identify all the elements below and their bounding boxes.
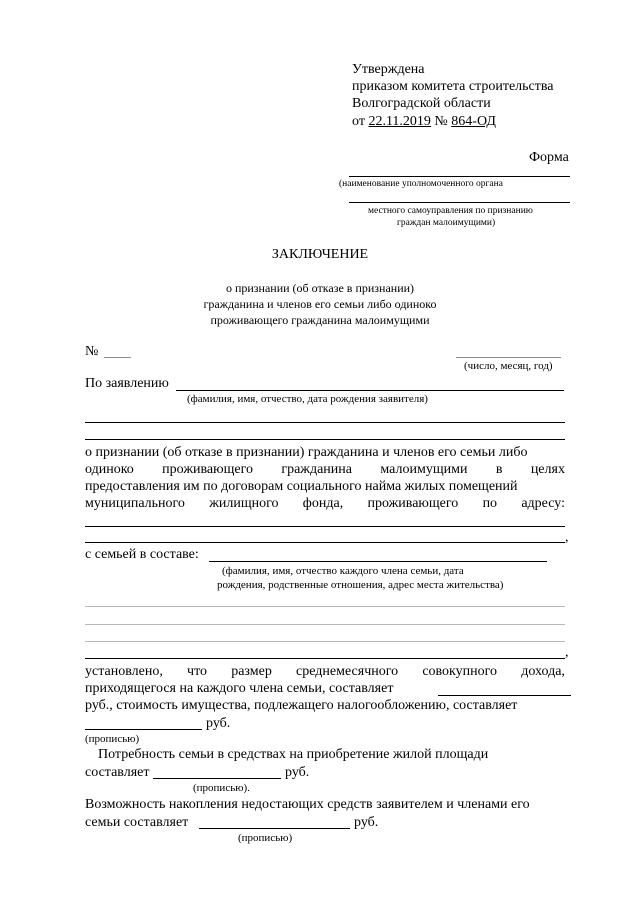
savings-label: семьи составляет xyxy=(85,815,189,830)
propisyu-3: (прописью) xyxy=(238,832,293,844)
address-line-1 xyxy=(85,526,565,527)
established-word: дохода, xyxy=(521,664,565,679)
approval-from: от xyxy=(352,114,365,129)
approval-line-1: Утверждена xyxy=(352,62,425,77)
approval-line-3: Волгоградской области xyxy=(352,96,491,111)
form-label: Форма xyxy=(529,150,569,165)
body-line-2-word: малоимущими xyxy=(380,462,468,477)
body-line-4-word: муниципального xyxy=(85,496,185,511)
document-title: ЗАКЛЮЧЕНИЕ xyxy=(271,247,369,262)
rub-3: руб. xyxy=(354,815,379,830)
family-comma: , xyxy=(565,645,569,660)
established-word: среднемесячного xyxy=(296,664,399,679)
approval-order-line xyxy=(352,114,496,130)
subtitle-line-1: о признании (об отказе в признании) xyxy=(225,281,415,295)
body-line-3: предоставления им по договорам социального найма жилых помещений xyxy=(85,479,518,494)
rub-1: руб. xyxy=(206,716,231,731)
property-value-field xyxy=(85,729,202,730)
body-line-4-word: по xyxy=(482,496,498,511)
approval-line-2: приказом комитета строительства xyxy=(352,79,554,94)
address-line-2 xyxy=(85,542,565,543)
body-line-4-word: проживающего xyxy=(367,496,459,511)
family-line-2 xyxy=(85,624,565,625)
approval-date: 22.11.2019 xyxy=(368,114,431,129)
rub-2: руб. xyxy=(285,765,310,780)
conclusion-number-sign: № xyxy=(85,344,99,359)
body-line-2 xyxy=(85,462,565,478)
family-line-1 xyxy=(85,606,565,607)
application-label: По заявлению xyxy=(85,376,169,391)
propisyu-1: (прописью) xyxy=(85,733,140,745)
income-amount-field xyxy=(438,695,571,696)
body-line-2-word: в xyxy=(495,462,503,477)
address-comma: , xyxy=(565,530,569,545)
family-caption-2: рождения, родственные отношения, адрес места жительства) xyxy=(217,579,504,591)
family-label: с семьей в составе: xyxy=(85,547,199,562)
approval-number: 864-ОД xyxy=(451,114,496,129)
body-line-4-word: адресу: xyxy=(521,496,565,511)
established-word: что xyxy=(187,664,208,679)
body-line-2-word: проживающего xyxy=(162,462,253,477)
subtitle-line-2: гражданина и членов его семьи либо одиноко xyxy=(203,297,437,311)
approval-number-sign: № xyxy=(434,114,448,129)
conclusion-date-caption: (число, месяц, год) xyxy=(464,360,553,372)
established-line-3: руб., стоимость имущества, подлежащего налогообложению, составляет xyxy=(85,698,518,713)
subtitle-line-3: проживающего гражданина малоимущими xyxy=(210,313,430,327)
savings-amount-field xyxy=(199,828,350,829)
body-line-1: о признании (об отказе в признании) гражданина и членов его семьи либо xyxy=(85,445,528,460)
family-field xyxy=(209,561,547,562)
need-amount-field xyxy=(153,778,281,779)
family-line-3 xyxy=(85,641,565,642)
savings-line-1: Возможность накопления недостающих средств заявителем и членами его xyxy=(85,797,530,812)
body-line-4 xyxy=(85,496,565,512)
body-line-2-word: целях xyxy=(530,462,565,477)
authority-caption-2: местного самоуправления по признанию xyxy=(368,206,533,216)
body-line-2-word: одиноко xyxy=(85,462,134,477)
authority-line-1 xyxy=(349,176,570,177)
authority-line-2 xyxy=(349,202,570,203)
application-caption: (фамилия, имя, отчество, дата рождения заявителя) xyxy=(187,393,428,405)
established-line-1 xyxy=(85,664,565,680)
applicant-continuation-line-1 xyxy=(85,422,565,423)
authority-caption-1: (наименование уполномоченного органа xyxy=(339,179,503,189)
propisyu-2: (прописью). xyxy=(193,782,250,794)
established-line-2: приходящегося на каждого члена семьи, составляет xyxy=(85,681,394,696)
established-word: совокупного xyxy=(422,664,498,679)
body-line-4-word: жилищного xyxy=(209,496,279,511)
body-line-4-word: фонда, xyxy=(302,496,344,511)
authority-caption-3: граждан малоимущими) xyxy=(397,218,496,228)
need-line-1: Потребность семьи в средствах на приобретение жилой площади xyxy=(98,747,489,762)
body-line-2-word: гражданина xyxy=(281,462,352,477)
conclusion-date-field xyxy=(456,357,561,358)
family-caption-1: (фамилия, имя, отчество каждого члена семьи, дата xyxy=(222,565,464,577)
conclusion-number-field xyxy=(104,357,131,358)
need-label: составляет xyxy=(85,765,150,780)
applicant-continuation-line-2 xyxy=(85,439,565,440)
established-word: установлено, xyxy=(85,664,163,679)
family-line-4 xyxy=(85,658,565,659)
established-word: размер xyxy=(231,664,272,679)
application-field xyxy=(176,390,564,391)
